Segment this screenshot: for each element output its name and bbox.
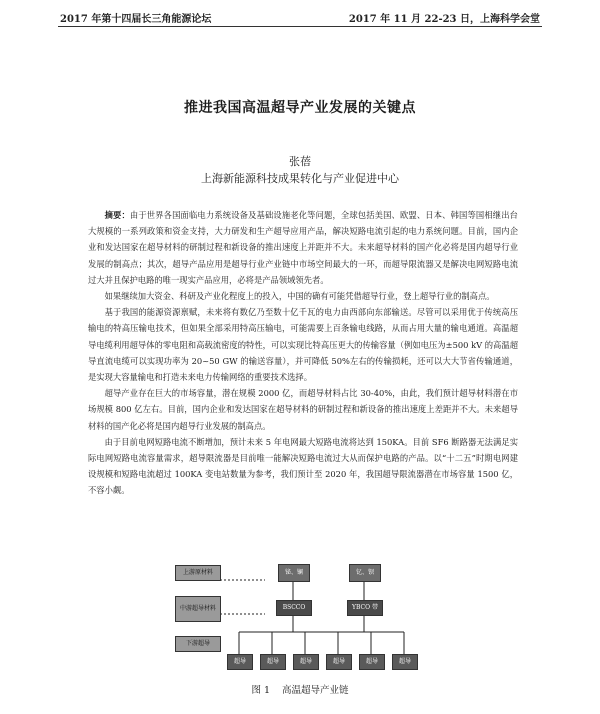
running-header	[60, 10, 540, 25]
paragraph: 基于我国的能源资源禀赋，未来将有数亿乃至数十亿千瓦的电力由西部向东部输送。尽管可以采用优于传统高压输电的特高压输电技术，但如果全部采用特高压输电，可能需要上百条输电线路，从而占用大量的输电通道。高温超导电缆利用超导体的零电阻和高载流密度的特性，可以实现比特高压更大的传输容量（例如电压为±500 kV 的高温超导直流电缆可以实现功率为 20~50 GW 的输送容量），并可降低 50%左右的传输损耗，还可以大大节省传输通道，是实现大容量输电和打造未来电力传输网络的重要技术选择。	[88, 307, 518, 383]
paragraph: 超导产业存在巨大的市场容量，潜在规模 2000 亿，而超导材料占比 30-40%，由此，我们预计超导材料潜在市场规模 800 亿左右。目前，国内企业和发达国家在超导材料的研制过程和新设备的推出速度上差距并不大。未来超导材料的国产化必将是国内超导行业发展的制高点。	[88, 388, 518, 431]
industry-chain-figure	[175, 560, 435, 672]
caption-text: 高温超导产业链	[282, 685, 349, 696]
raw-material-bi: 铋、镧	[278, 564, 310, 582]
abstract-text: 由于世界各国面临电力系统设备及基础设施老化等问题，全球包括美国、欧盟、日本、韩国等国相继出台大规模的一系列政策和资金支持，大力研发和生产超导应用产品，解决短路电流引起的电力系统问题。目前，国内企业和发达国家在超导材料的研制过程和新设备的推出速度上并距并不大。未来超导材料的国产化必将是国内超导行业发展的制高点；其次，超导产品应用是超导行业产业链中市场空间最大的一环，而超导限流器又是解决电网短路电流过大并且保护电路的唯一现实产品应用，必将是产品领域领先者。	[88, 210, 518, 285]
abstract-label: 摘要：	[104, 210, 130, 220]
figure-caption	[0, 682, 600, 696]
author: 张蓓	[289, 155, 311, 168]
product-node: 超导	[293, 654, 319, 670]
stage-upstream: 上游原材料	[175, 565, 221, 581]
header-left: 2017 年第十四届长三角能源论坛	[60, 14, 212, 25]
abstract	[88, 207, 518, 288]
affiliation: 上海新能源科技成果转化与产业促进中心	[201, 172, 399, 185]
caption-number: 图 1	[251, 685, 271, 696]
paper-title: 推进我国高温超导产业发展的关键点	[184, 100, 416, 116]
product-node: 超导	[392, 654, 418, 670]
header-right: 2017 年 11 月 22-23 日，上海科学会堂	[348, 14, 540, 25]
raw-material-y: 钇、钡	[349, 564, 381, 582]
paragraph: 由于目前电网短路电流不断增加，预计未来 5 年电网最大短路电流将达到 150KA。目前 SF6 断路器无法满足实际电网短路电流容量需求，超导限流器是目前唯一能解决短路电流过大从而保护电路的产品。以“十二五”时期电网建设规模和短路电流超过 100KA 变电站数量为参考，我们预计至 2020 年，我国超导限流器潜在市场容量 1500 亿，不容小觑。	[88, 436, 518, 496]
product-node: 超导	[326, 654, 352, 670]
header-rule	[58, 26, 542, 27]
product-node: 超导	[359, 654, 385, 670]
product-node: 超导	[227, 654, 253, 670]
material-bscco: BSCCO	[276, 600, 312, 616]
material-ybco: YBCO 带	[347, 600, 383, 616]
stage-midstream: 中游超导材料	[175, 596, 221, 622]
stage-downstream: 下游超导	[175, 636, 221, 652]
body-text	[88, 207, 518, 499]
product-node: 超导	[260, 654, 286, 670]
paragraph: 如果继续加大资金、科研及产业化程度上的投入，中国的确有可能凭借超导行业，登上超导行业的制高点。	[104, 291, 495, 302]
